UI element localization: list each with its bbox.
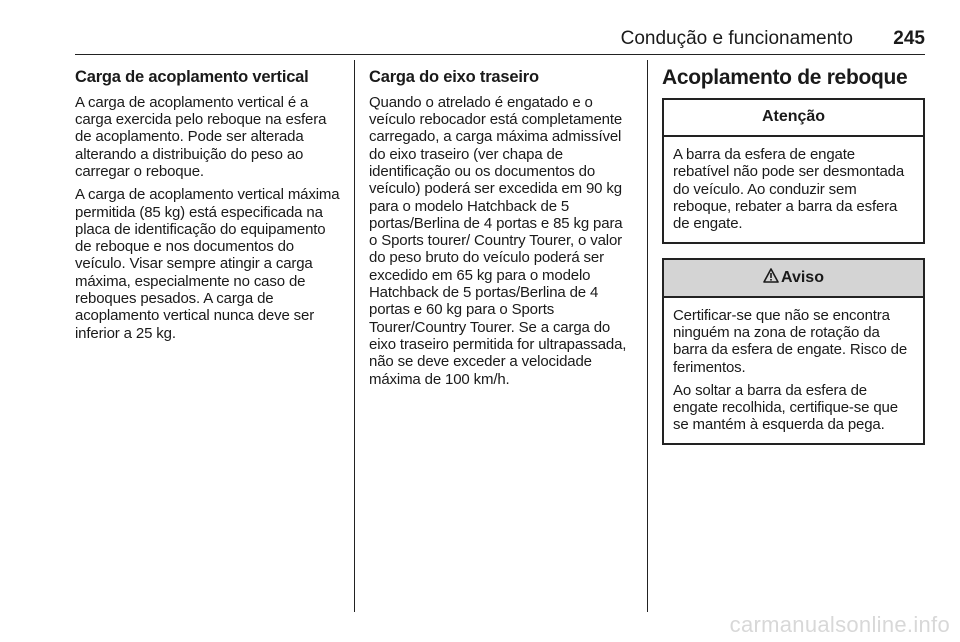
warning-text: Certificar-se que não se encontra ninguém na zona de rotação da barra da esfera de engate. Risco de ferimentos. bbox=[673, 306, 908, 376]
column-rear-axle-load bbox=[369, 60, 634, 394]
warning-box bbox=[662, 258, 925, 445]
paragraph: A carga de acoplamento vertical máxima permitida (85 kg) está especificada na placa de identificação do equipamento de reboque e nos documentos do veículo. Visar sempre atingir a carga máxima, especialmente no caso de reboques pesados. A carga de acoplamento vertical nunca deve ser inferior a 25 kg. bbox=[75, 186, 340, 342]
column-divider-1 bbox=[354, 60, 355, 612]
watermark: carmanualsonline.info bbox=[729, 612, 950, 637]
attention-text: A barra da esfera de engate rebatível não pode ser desmontada do veículo. Ao conduzir sem reboque, rebater a barra da esfera de engate. bbox=[673, 146, 905, 233]
attention-box-title: Atenção bbox=[664, 100, 923, 137]
column-divider-2 bbox=[647, 60, 648, 612]
page-header bbox=[75, 26, 925, 55]
warning-box-header bbox=[664, 260, 923, 298]
section-title: Condução e funcionamento bbox=[620, 28, 853, 49]
column-towing-hitch bbox=[662, 60, 925, 459]
heading-vertical-load: Carga de acoplamento vertical bbox=[75, 68, 309, 86]
warning-triangle-icon bbox=[763, 268, 779, 283]
attention-box bbox=[662, 98, 925, 243]
heading-rear-axle-load: Carga do eixo traseiro bbox=[369, 68, 539, 86]
warning-text: Ao soltar a barra da esfera de engate recolhida, certifique-se que se mantém à esquerda da pega. bbox=[673, 381, 898, 434]
heading-towing-hitch: Acoplamento de reboque bbox=[662, 66, 908, 89]
warning-box-title: Aviso bbox=[781, 268, 824, 286]
page-number: 245 bbox=[893, 28, 925, 49]
paragraph: A carga de acoplamento vertical é a carga exercida pelo reboque na esfera de acoplamento. Pode ser alterada alterando a distribuição do peso ao carregar o reboque. bbox=[75, 93, 327, 180]
column-vertical-load bbox=[75, 60, 343, 348]
paragraph: Quando o atrelado é engatado e o veículo rebocador está completamente carregado, a carga máxima admissível do eixo traseiro (ver chapa de identificação ou os documentos do veículo) poderá ser excedida em 90 kg para o modelo Hatchback de 5 portas/Berlina de 4 portas e 85 kg para o Sports tourer/ Country Tourer, o valor do peso bruto do veículo poderá ser excedido em 65 kg para o modelo Hatchback de 5 portas/Berlina de 4 portas e 60 kg para o Sports Tourer/Country Tourer. Se a carga do eixo traseiro permitida for ultrapassada, não se deve exceder a velocidade máxima de 100 km/h. bbox=[369, 93, 627, 388]
